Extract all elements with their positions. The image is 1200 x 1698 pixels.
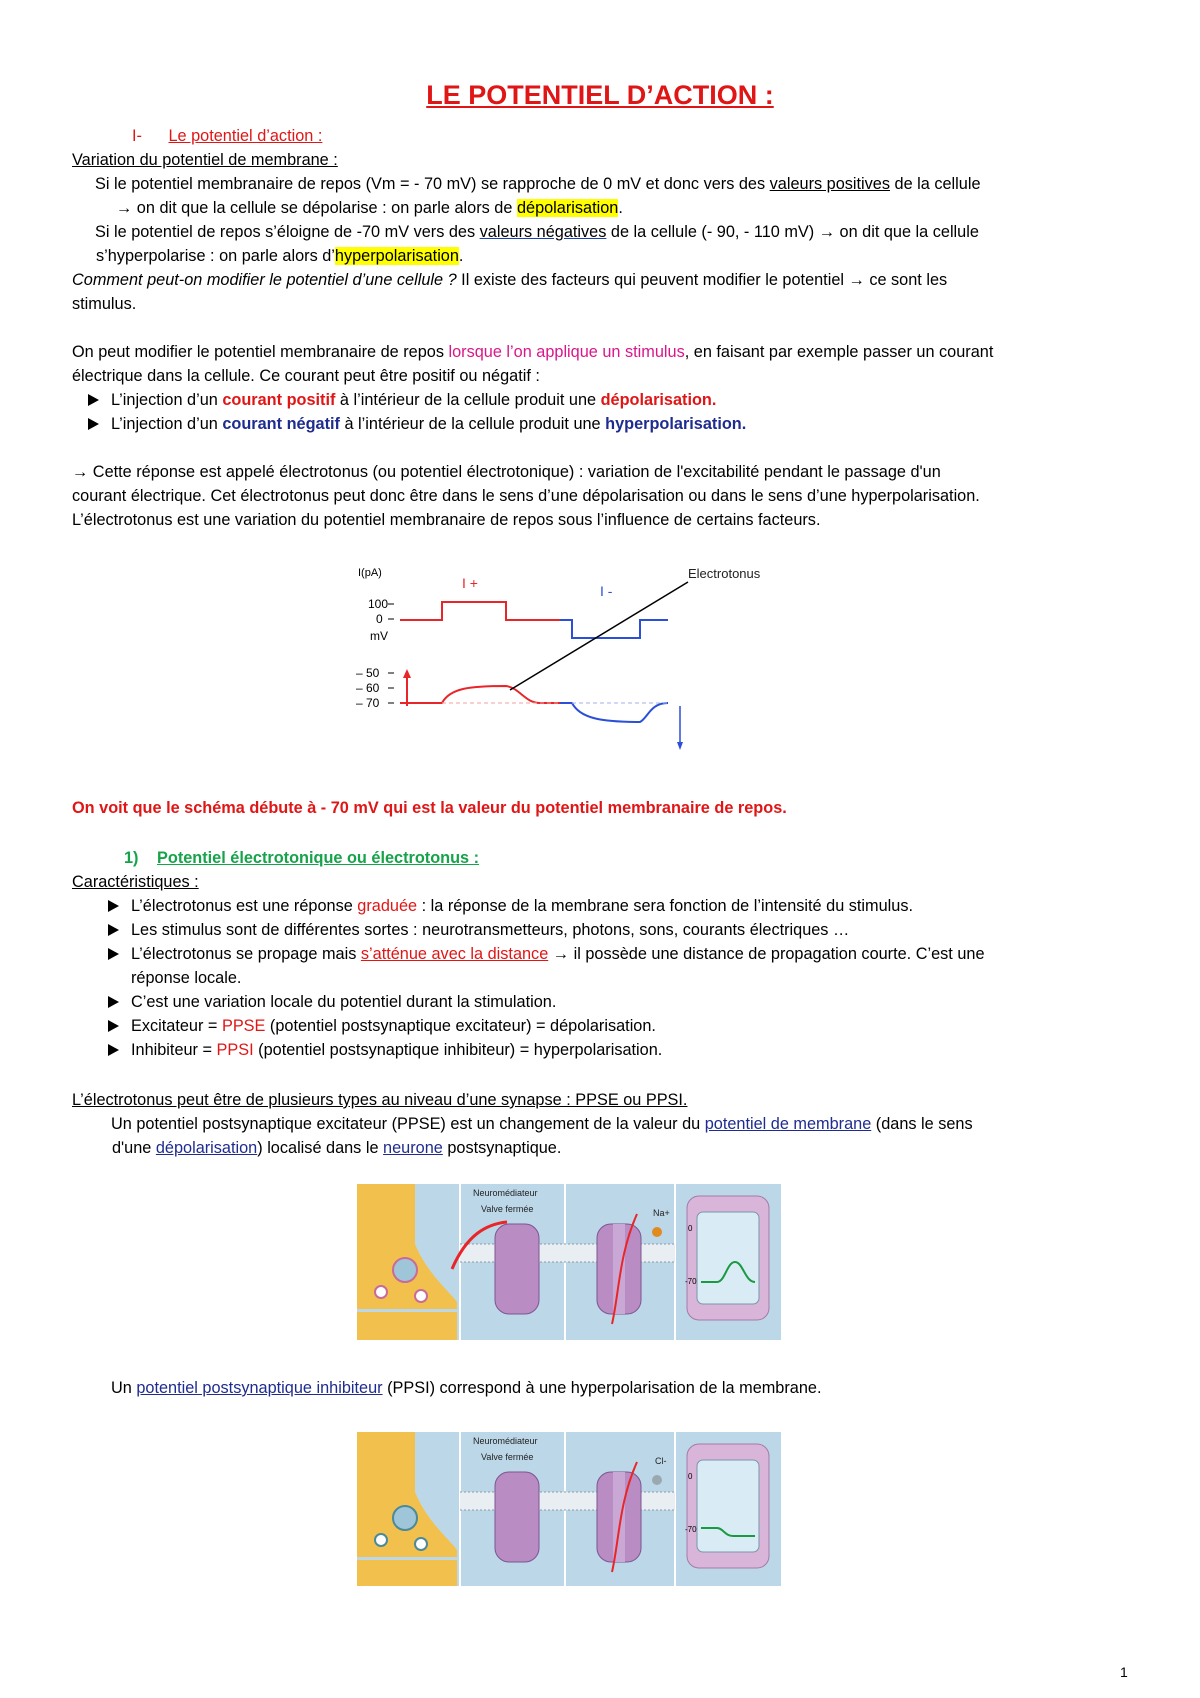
tick-0: 0	[688, 1472, 693, 1481]
channel-pore	[613, 1472, 625, 1562]
text: ) localisé dans le	[257, 1139, 384, 1157]
variation-heading: Variation du potentiel de membrane :	[72, 151, 338, 169]
label-closed-valve: Valve fermée	[481, 1204, 534, 1214]
tick-m70: – 70	[356, 696, 380, 710]
text: Comment peut-on modifier le potentiel d’une cellule ?	[72, 271, 457, 289]
ppsi-line	[88, 1376, 1158, 1401]
potential-trace-depolarization	[400, 686, 560, 703]
oscilloscope-screen	[697, 1460, 759, 1552]
text: dépolarisation.	[600, 391, 717, 409]
current-trace-negative	[560, 620, 668, 638]
vesicle	[393, 1506, 417, 1530]
text: courant négatif	[222, 415, 340, 433]
carac-heading: Caractéristiques :	[72, 873, 199, 891]
carac-5	[108, 1014, 1178, 1039]
bullet-arrow-icon	[88, 1118, 99, 1130]
bullet-1	[72, 172, 1142, 197]
y-label-bottom: mV	[370, 629, 388, 643]
text: PPSI	[216, 1041, 254, 1059]
text: de la cellule (- 90, - 110 mV) → on dit que la cellule	[606, 223, 979, 241]
subsection-number: 1)	[124, 849, 139, 867]
arrowhead-icon	[677, 742, 683, 750]
text: L’électrotonus se propage mais	[131, 945, 361, 963]
chloride-ion	[652, 1475, 662, 1485]
highlight-text: dépolarisation	[516, 199, 619, 217]
bullet-arrow-icon	[72, 178, 83, 190]
text: postsynaptique.	[442, 1139, 562, 1157]
vesicle	[415, 1538, 427, 1550]
bullet-arrow-icon	[108, 948, 119, 960]
pointer-line	[510, 582, 688, 690]
bullet-arrow-icon	[88, 1382, 99, 1394]
types-heading: L’électrotonus peut être de plusieurs types au niveau d’une synapse : PPSE ou PPSI.	[72, 1091, 688, 1109]
text: C’est une variation locale du potentiel durant la stimulation.	[131, 993, 557, 1011]
text: → il possède une distance de propagation courte. C’est une	[548, 945, 985, 963]
y-label-top: I(pA)	[358, 567, 382, 579]
tick-m70: -70	[685, 1277, 697, 1286]
tick-0: 0	[376, 612, 383, 626]
carac-4	[108, 990, 1178, 1015]
comment-line	[72, 268, 1142, 293]
para2-line-2: électrique dans la cellule. Ce courant peut être positif ou négatif :	[72, 367, 540, 385]
vesicle	[415, 1290, 427, 1302]
link-text: neurone	[383, 1139, 443, 1157]
label-ion: Cl-	[655, 1456, 667, 1466]
text: Excitateur =	[131, 1017, 222, 1035]
red-note: On voit que le schéma débute à - 70 mV qui est la valeur du potentiel membranaire de repos.	[72, 799, 787, 817]
subsection-heading	[124, 846, 1194, 871]
text: d'une	[112, 1139, 156, 1157]
text: hyperpolarisation.	[605, 415, 747, 433]
text: L’injection d’un	[111, 415, 223, 433]
postsynaptic-cell	[357, 1560, 457, 1586]
text: PPSE	[221, 1017, 266, 1035]
potential-trace-hyperpolarization	[560, 703, 668, 722]
label-i-minus: I -	[600, 583, 613, 599]
text: → on dit que la cellule se dépolarise : on parle alors de	[116, 199, 517, 217]
page-number: 1	[1120, 1664, 1128, 1680]
electro-line-2: courant électrique. Cet électrotonus peut donc être dans le sens d’une dépolarisation ou dans le sens d’une hyperpolarisation.	[72, 487, 980, 505]
tick-0: 0	[688, 1224, 693, 1233]
text: valeurs positives	[769, 175, 890, 193]
label-electrotonus: Electrotonus	[688, 566, 761, 581]
highlight-text: hyperpolarisation	[334, 247, 459, 265]
ppse-line-2	[112, 1136, 1182, 1161]
bullet-arrow-icon	[88, 394, 99, 406]
text: Inhibiteur =	[131, 1041, 217, 1059]
bullet-2-cont	[96, 244, 1166, 269]
text: (PPSI) correspond à une hyperpolarisation de la membrane.	[382, 1379, 822, 1397]
text: lorsque l’on applique un stimulus	[448, 343, 685, 361]
text: Un potentiel postsynaptique excitateur (PPSE) est un changement de la valeur du	[111, 1115, 705, 1133]
link-text: dépolarisation	[155, 1139, 258, 1157]
text: On peut modifier le potentiel membranaire de repos	[72, 343, 449, 361]
carac-1	[108, 894, 1178, 919]
subsection-title: Potentiel électrotonique ou électrotonus :	[157, 849, 480, 867]
injection-1	[88, 388, 1158, 413]
bullet-arrow-icon	[108, 900, 119, 912]
section-title: Le potentiel d’action :	[168, 127, 323, 145]
electro-line-1: → Cette réponse est appelé électrotonus (ou potentiel électrotonique) : variation de l'excitabilité pendant le passage d'un	[72, 463, 941, 481]
text: s’atténue avec la distance	[360, 945, 549, 963]
text: (potentiel postsynaptique excitateur) = dépolarisation.	[265, 1017, 656, 1035]
postsynaptic-cell	[357, 1312, 457, 1340]
membrane	[460, 1492, 675, 1510]
label-i-plus: I +	[462, 575, 478, 591]
carac-3	[108, 942, 1178, 967]
carac-3-cont: réponse locale.	[131, 969, 242, 987]
ion-channel-closed	[495, 1472, 539, 1562]
link-text: potentiel postsynaptique inhibiteur	[136, 1379, 383, 1397]
current-trace-positive	[400, 602, 560, 620]
carac-2	[108, 918, 1178, 943]
comment-line-2: stimulus.	[72, 295, 137, 313]
tick-100: 100	[368, 597, 389, 611]
tick-m50: – 50	[356, 666, 380, 680]
ppse-line-1	[88, 1112, 1158, 1137]
bullet-arrow-icon	[88, 418, 99, 430]
page-title: LE POTENTIEL D’ACTION :	[426, 80, 774, 110]
text: de la cellule	[890, 175, 981, 193]
oscilloscope-screen	[697, 1212, 759, 1304]
ppse-synapse-figure	[357, 1184, 781, 1340]
text: Si le potentiel membranaire de repos (Vm = - 70 mV) se rapproche de 0 mV et donc vers des	[95, 175, 770, 193]
text: valeurs négatives	[479, 223, 607, 241]
text: .	[618, 199, 623, 217]
text: (dans le sens	[871, 1115, 973, 1133]
membrane	[460, 1244, 675, 1262]
tick-m70: -70	[685, 1525, 697, 1534]
text: à l’intérieur de la cellule produit une	[339, 415, 606, 433]
text: Il existe des facteurs qui peuvent modifier le potentiel → ce sont les	[456, 271, 948, 289]
text: Si le potentiel de repos s’éloigne de -70 mV vers des	[95, 223, 480, 241]
label-neuromediator: Neuromédiateur	[473, 1436, 538, 1446]
bullet-2	[72, 220, 1142, 245]
text: : la réponse de la membrane sera fonction de l’intensité du stimulus.	[417, 897, 914, 915]
label-neuromediator: Neuromédiateur	[473, 1188, 538, 1198]
text: Un	[111, 1379, 137, 1397]
arrowhead-icon	[403, 669, 411, 678]
vesicle	[375, 1534, 387, 1546]
ppsi-synapse-figure	[357, 1432, 781, 1586]
electrotonus-figure	[350, 558, 830, 768]
label-ion: Na+	[653, 1208, 670, 1218]
text: (potentiel postsynaptique inhibiteur) = hyperpolarisation.	[253, 1041, 663, 1059]
vesicle	[375, 1286, 387, 1298]
tick-m60: – 60	[356, 681, 380, 695]
text: , en faisant par exemple passer un courant	[684, 343, 994, 361]
text: s’hyperpolarise : on parle alors d’	[96, 247, 335, 265]
bullet-arrow-icon	[108, 1044, 119, 1056]
bullet-arrow-icon	[72, 226, 83, 238]
text: L’injection d’un	[111, 391, 223, 409]
text: à l’intérieur de la cellule produit une	[335, 391, 601, 409]
bullet-1-cont	[116, 196, 1186, 221]
text: .	[458, 247, 464, 265]
text: courant positif	[222, 391, 336, 409]
channel-pore	[613, 1224, 625, 1314]
text: L’électrotonus est une réponse	[131, 897, 358, 915]
carac-6	[108, 1038, 1178, 1063]
sodium-ion	[652, 1227, 662, 1237]
para2-line-1	[72, 340, 1142, 365]
ion-channel-closed	[495, 1224, 539, 1314]
vesicle	[393, 1258, 417, 1282]
bullet-arrow-icon	[108, 996, 119, 1008]
injection-2	[88, 412, 1158, 437]
bullet-arrow-icon	[108, 924, 119, 936]
text: graduée	[357, 897, 418, 915]
link-text: potentiel de membrane	[704, 1115, 872, 1133]
label-closed-valve: Valve fermée	[481, 1452, 534, 1462]
text: Les stimulus sont de différentes sortes : neurotransmetteurs, photons, sons, courants électriques …	[131, 921, 850, 939]
section-heading	[132, 124, 1200, 149]
bullet-arrow-icon	[108, 1020, 119, 1032]
section-number: I-	[132, 127, 142, 145]
electro-line-3: L’électrotonus est une variation du potentiel membranaire de repos sous l’influence de certains facteurs.	[72, 511, 821, 529]
